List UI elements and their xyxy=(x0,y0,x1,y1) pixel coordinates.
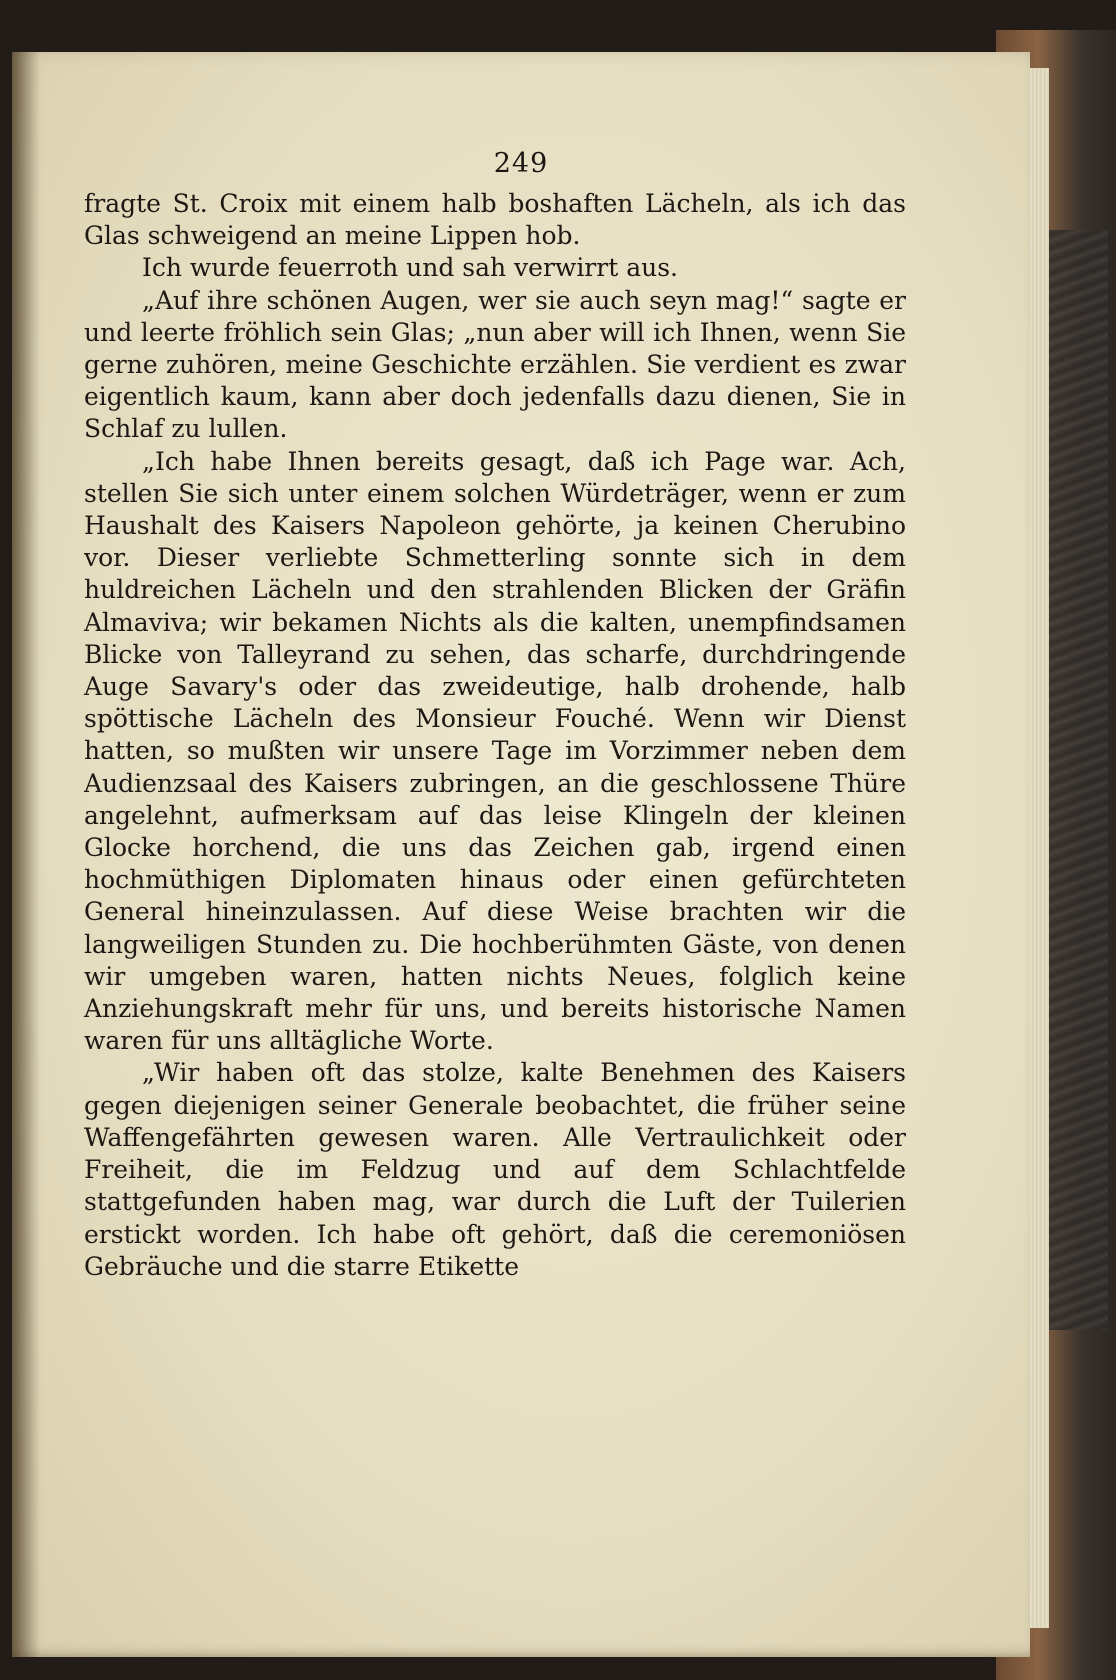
paragraph: fragte St. Croix mit einem halb boshaften Lächeln, als ich das Glas schweigend an meine Lippen hob. xyxy=(84,189,906,251)
paragraph: „Auf ihre schönen Augen, wer sie auch seyn mag!“ sagte er und leerte fröhlich sein Glas; „nun aber will ich Ihnen, wenn Sie gerne zuhören, meine Geschichte erzählen. Sie verdient es zwar eigentlich kaum, kann aber doch jedenfalls dazu dienen, Sie in Schlaf zu lullen. xyxy=(84,285,906,444)
paragraph: Ich wurde feuerroth und sah verwirrt aus. xyxy=(142,253,678,283)
paragraph: „Wir haben oft das stolze, kalte Benehmen des Kaisers gegen diejenigen seiner Generale beobachtet, die früher seine Waffengefährten gewesen waren. Alle Vertraulichkeit oder Freiheit, die im Feldzug und auf dem Schlachtfelde stattgefunden haben mag, war durch die Luft der Tuilerien erstickt worden. Ich habe oft gehört, daß die ceremoniösen Gebräuche und die starre Etikette xyxy=(84,1058,906,1281)
body-text xyxy=(84,188,906,1283)
page-number: 249 xyxy=(493,148,549,179)
cover-texture xyxy=(1048,230,1108,1330)
book-page xyxy=(12,52,1030,1657)
gutter-shadow xyxy=(12,52,40,1657)
paragraph: „Ich habe Ihnen bereits gesagt, daß ich Page war. Ach, stellen Sie sich unter einem solchen Würdeträger, wenn er zum Haushalt des Kaisers Napoleon gehörte, ja keinen Cherubino vor. Dieser verliebte Schmetterling sonnte sich in dem huldreichen Lächeln und den strahlenden Blicken der Gräfin Almaviva; wir bekamen Nichts als die kalten, unempfindsamen Blicke von Talleyrand zu sehen, das scharfe, durchdringende Auge Savary's oder das zweideutige, halb drohende, halb spöttische Lächeln des Monsieur Fouché. Wenn wir Dienst hatten, so mußten wir unsere Tage im Vorzimmer neben dem Audienzsaal des Kaisers zubringen, an die geschlossene Thüre angelehnt, aufmerksam auf das leise Klingeln der kleinen Glocke horchend, die uns das Zeichen gab, irgend einen hochmüthigen Diplomaten hinaus oder einen gefürchteten General hineinzulassen. Auf diese Weise brachten wir die langweiligen Stunden zu. Die hochberühmten Gäste, von denen wir umgeben waren, hatten nichts Neues, folglich keine Anziehungskraft mehr für uns, und bereits historische Namen waren für uns alltägliche Worte. xyxy=(84,446,906,1056)
